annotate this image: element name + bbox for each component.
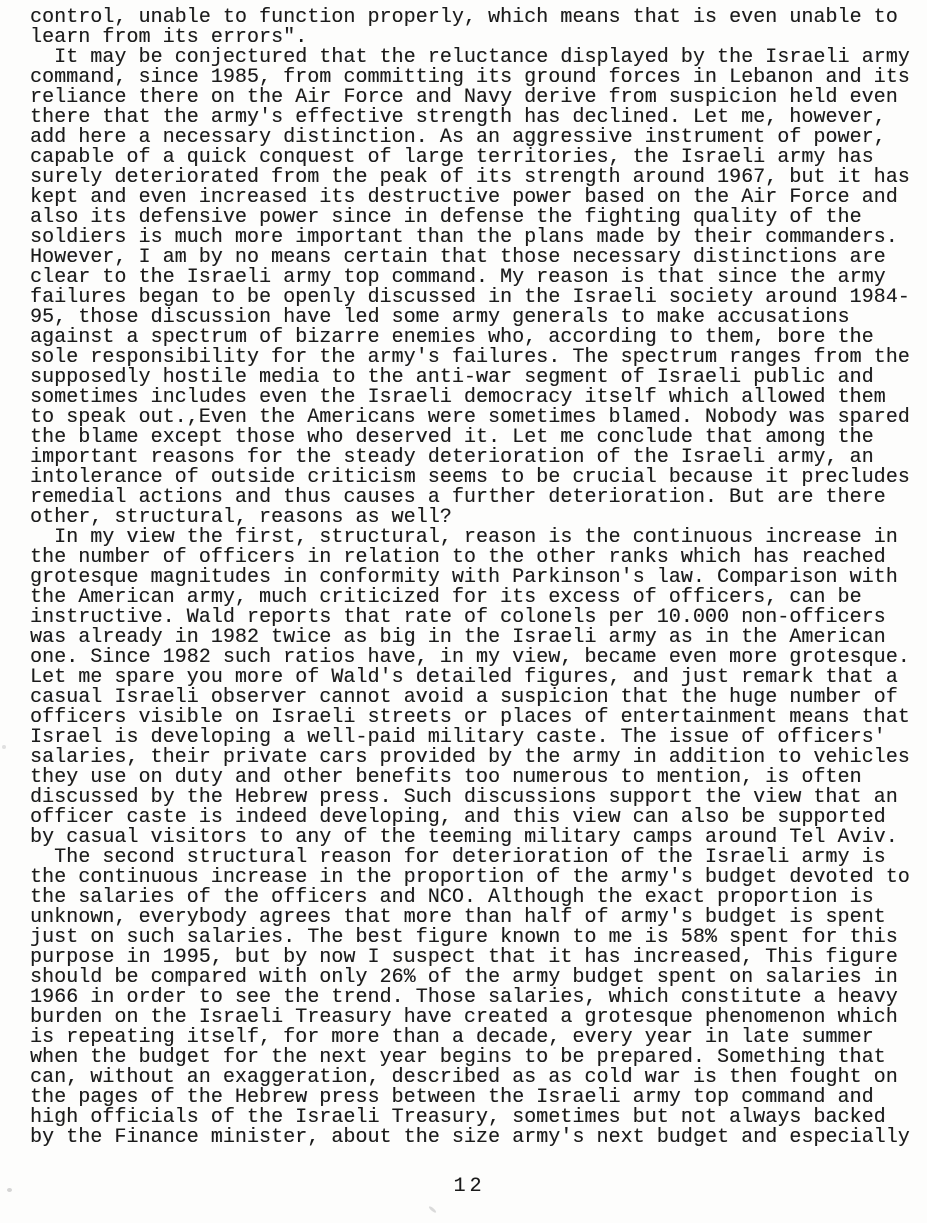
text-line: burden on the Israeli Treasury have created a grotesque phenomenon which xyxy=(30,1006,898,1029)
text-line: failures began to be openly discussed in the Israeli society around 1984- xyxy=(30,286,910,309)
text-line: officer caste is indeed developing, and this view can also be supported xyxy=(30,806,886,829)
page-text xyxy=(30,8,927,1148)
text-line: However, I am by no means certain that those necessary distinctions are xyxy=(30,246,886,269)
text-line: learn from its errors". xyxy=(30,26,308,49)
text-line: the salaries of the officers and NCO. Although the exact proportion is xyxy=(30,886,874,909)
page-number: 12 xyxy=(453,1175,486,1198)
text-line: grotesque magnitudes in conformity with Parkinson's law. Comparison with xyxy=(30,566,898,589)
text-line: is repeating itself, for more than a decade, every year in late summer xyxy=(30,1026,874,1049)
text-line: was already in 1982 twice as big in the Israeli army as in the American xyxy=(30,626,886,649)
text-line: supposedly hostile media to the anti-war segment of Israeli public and xyxy=(30,366,874,389)
text-line: the number of officers in relation to the other ranks which has reached xyxy=(30,546,886,569)
text-line: purpose in 1995, but by now I suspect that it has increased, This figure xyxy=(30,946,898,969)
text-line: 95, those discussion have led some army generals to make accusations xyxy=(30,306,850,329)
text-line: soldiers is much more important than the plans made by their commanders. xyxy=(30,226,898,249)
text-line: the blame except those who deserved it. Let me conclude that among the xyxy=(30,426,874,449)
text-line: other, structural, reasons as well? xyxy=(30,506,452,529)
text-line: reliance there on the Air Force and Navy derive from suspicion held even xyxy=(30,86,898,109)
text-line: kept and even increased its destructive power based on the Air Force and xyxy=(30,186,898,209)
text-line: against a spectrum of bizarre enemies who, according to them, bore the xyxy=(30,326,874,349)
text-line: when the budget for the next year begins to be prepared. Something that xyxy=(30,1046,886,1069)
text-line: can, without an exaggeration, described as as cold war is then fought on xyxy=(30,1066,898,1089)
text-line: command, since 1985, from committing its ground forces in Lebanon and its xyxy=(30,66,910,89)
text-line: In my view the first, structural, reason is the continuous increase in xyxy=(30,526,898,549)
text-line: clear to the Israeli army top command. My reason is that since the army xyxy=(30,266,886,289)
text-line: the pages of the Hebrew press between the Israeli army top command and xyxy=(30,1086,874,1109)
text-line: also its defensive power since in defense the fighting quality of the xyxy=(30,206,862,229)
text-line: sometimes includes even the Israeli democracy itself which allowed them xyxy=(30,386,886,409)
text-line: sole responsibility for the army's failures. The spectrum ranges from the xyxy=(30,346,910,369)
text-line: instructive. Wald reports that rate of colonels per 10.000 non-officers xyxy=(30,606,886,629)
text-line: casual Israeli observer cannot avoid a suspicion that the huge number of xyxy=(30,686,898,709)
text-line: discussed by the Hebrew press. Such discussions support the view that an xyxy=(30,786,898,809)
text-line: intolerance of outside criticism seems to be crucial because it precludes xyxy=(30,466,910,489)
text-line: by the Finance minister, about the size army's next budget and especially xyxy=(30,1126,910,1149)
text-line: just on such salaries. The best figure known to me is 58% spent for this xyxy=(30,926,898,949)
text-line: high officials of the Israeli Treasury, sometimes but not always backed xyxy=(30,1106,886,1129)
text-line: one. Since 1982 such ratios have, in my view, became even more grotesque. xyxy=(30,646,910,669)
text-line: surely deteriorated from the peak of its strength around 1967, but it has xyxy=(30,166,910,189)
text-line: add here a necessary distinction. As an aggressive instrument of power, xyxy=(30,126,886,149)
text-line: capable of a quick conquest of large territories, the Israeli army has xyxy=(30,146,874,169)
scan-artifact xyxy=(7,1188,12,1192)
text-line: the American army, much criticized for its excess of officers, can be xyxy=(30,586,862,609)
scan-artifact xyxy=(428,1205,437,1213)
text-line: remedial actions and thus causes a further deterioration. But are there xyxy=(30,486,886,509)
text-line: should be compared with only 26% of the army budget spent on salaries in xyxy=(30,966,898,989)
text-line: control, unable to function properly, which means that is even unable to xyxy=(30,6,898,29)
text-line: The second structural reason for deterioration of the Israeli army is xyxy=(30,846,886,869)
text-line: officers visible on Israeli streets or places of entertainment means that xyxy=(30,706,910,729)
text-line: important reasons for the steady deterioration of the Israeli army, an xyxy=(30,446,874,469)
text-line: by casual visitors to any of the teeming military camps around Tel Aviv. xyxy=(30,826,898,849)
text-line: there that the army's effective strength has declined. Let me, however, xyxy=(30,106,886,129)
text-line: It may be conjectured that the reluctance displayed by the Israeli army xyxy=(30,46,910,69)
text-line: to speak out.,Even the Americans were sometimes blamed. Nobody was spared xyxy=(30,406,910,429)
text-line: the continuous increase in the proportion of the army's budget devoted to xyxy=(30,866,910,889)
text-line: they use on duty and other benefits too numerous to mention, is often xyxy=(30,766,862,789)
scan-artifact xyxy=(2,745,6,749)
text-line: salaries, their private cars provided by the army in addition to vehicles xyxy=(30,746,910,769)
text-line: Let me spare you more of Wald's detailed figures, and just remark that a xyxy=(30,666,898,689)
text-line: unknown, everybody agrees that more than half of army's budget is spent xyxy=(30,906,886,929)
text-line: Israel is developing a well-paid military caste. The issue of officers' xyxy=(30,726,886,749)
text-line: 1966 in order to see the trend. Those salaries, which constitute a heavy xyxy=(30,986,898,1009)
